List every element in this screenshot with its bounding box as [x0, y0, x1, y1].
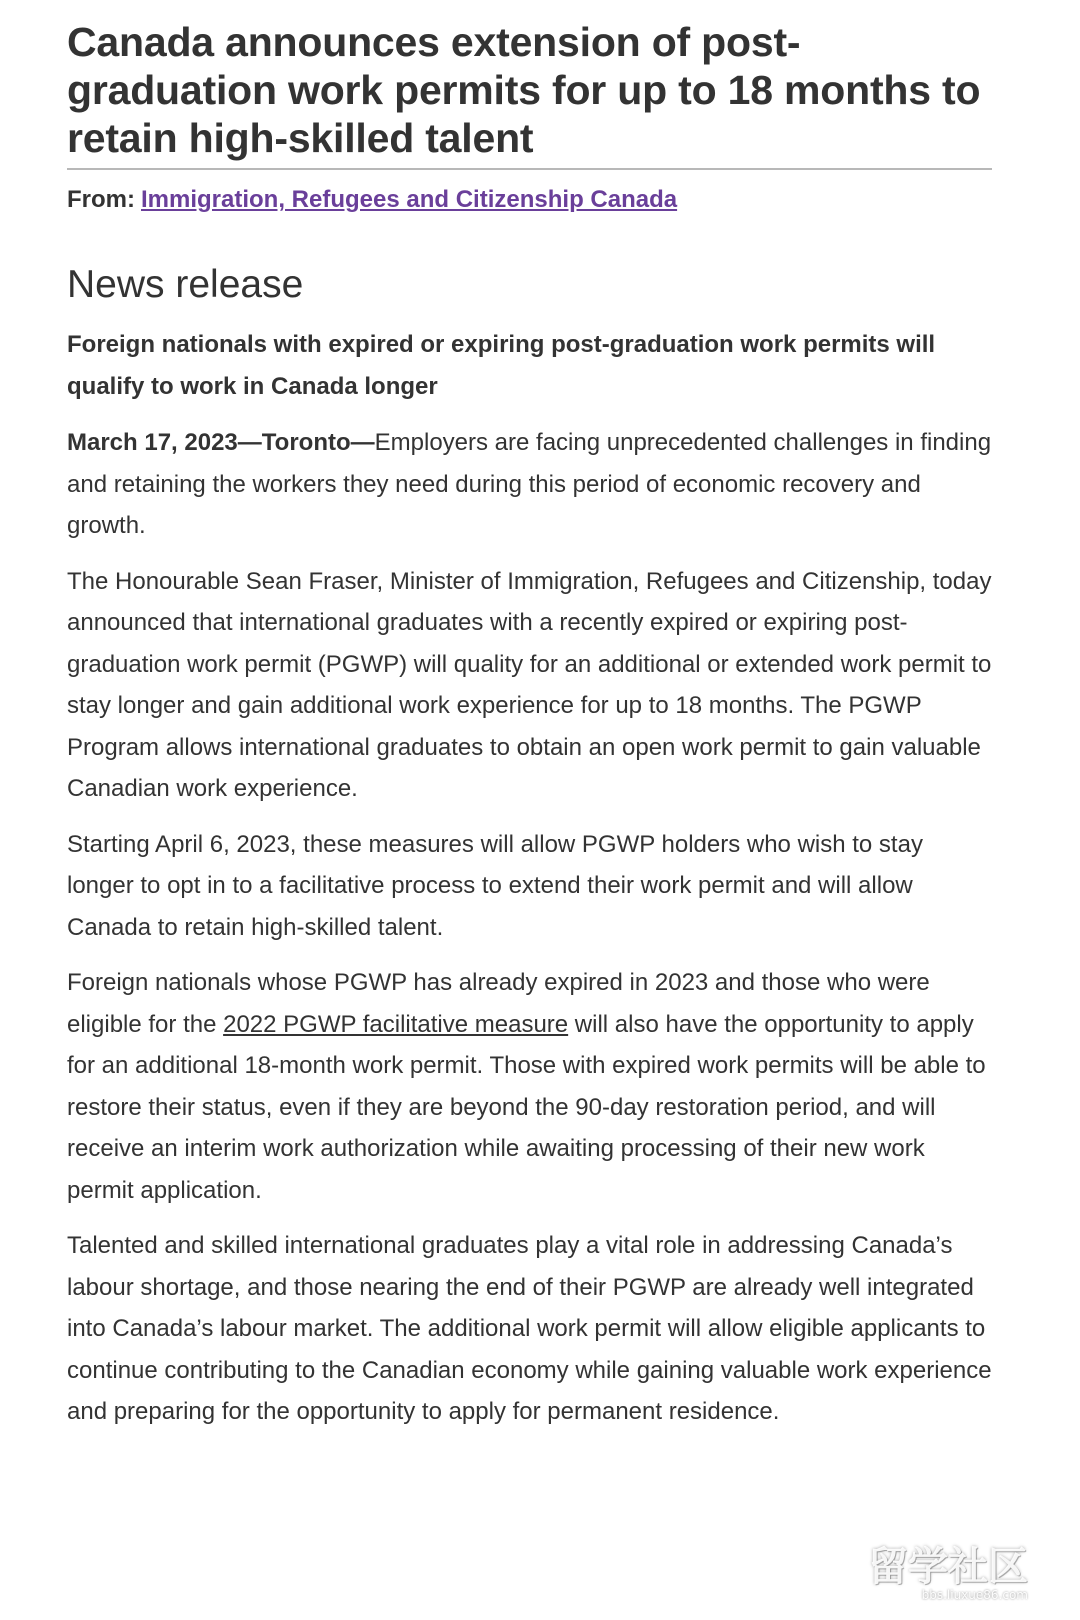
paragraph-3: Starting April 6, 2023, these measures will allow PGWP holders who wish to stay longer to opt in to a facilitative process to extend their work permit and will allow Canada to retain high-skilled talent. — [67, 830, 923, 941]
paragraph-5: Talented and skilled international graduates play a vital role in addressing Canada’s labour shortage, and those nearing the end of their PGWP are already well integrated into Canada’s labour market. The additional work permit will allow eligible applicants to continue contributing to the Canadian economy while gaining valuable work experience and preparing for the opportunity to apply for permanent residence. — [67, 1232, 992, 1425]
department-link[interactable]: Immigration, Refugees and Citizenship Canada — [141, 186, 678, 213]
from-label: From: — [67, 186, 135, 213]
watermark-url: bbs.liuxue86.com — [921, 1588, 1028, 1602]
title-divider — [67, 168, 992, 170]
section-heading: News release — [67, 263, 304, 306]
paragraph-1-text: Employers are facing unprecedented challenges in finding and retaining the workers they need during this period of economic recovery and growth. — [67, 429, 992, 539]
dateline: March 17, 2023—Toronto— — [67, 429, 375, 456]
paragraph-4-text-after: will also have the opportunity to apply for an additional 18-month work permit. Those with expired work permits will be able to restore their status, even if they are beyond the 90-day restoration period, and will receive an interim work authorization while awaiting processing of their new work permit application. — [67, 1010, 986, 1204]
site-watermark — [868, 1546, 1028, 1602]
watermark-logo-text: 留学社区 — [868, 1544, 1028, 1590]
paragraph-4-text-before: Foreign nationals whose PGWP has already expired in 2023 and those who were eligible for the — [67, 969, 930, 1038]
from-line — [67, 184, 992, 216]
paragraph-2: The Honourable Sean Fraser, Minister of Immigration, Refugees and Citizenship, today announced that international graduates with a recently expired or expiring post-graduation work permit (PGWP) will quality for an additional or extended work permit to stay longer and gain additional work experience for up to 18 months. The PGWP Program allows international graduates to obtain an open work permit to gain valuable Canadian work experience. — [67, 567, 992, 802]
lead-summary: Foreign nationals with expired or expiring post-graduation work permits will qualify to work in Canada longer — [67, 331, 936, 400]
facilitative-measure-link[interactable]: 2022 PGWP facilitative measure — [223, 1010, 569, 1038]
paragraph-4 — [67, 962, 992, 1211]
news-article — [67, 0, 992, 1433]
paragraph-1 — [67, 422, 992, 547]
article-title: Canada announces extension of post-graduation work permits for up to 18 months to retain high-skilled talent — [67, 19, 981, 161]
